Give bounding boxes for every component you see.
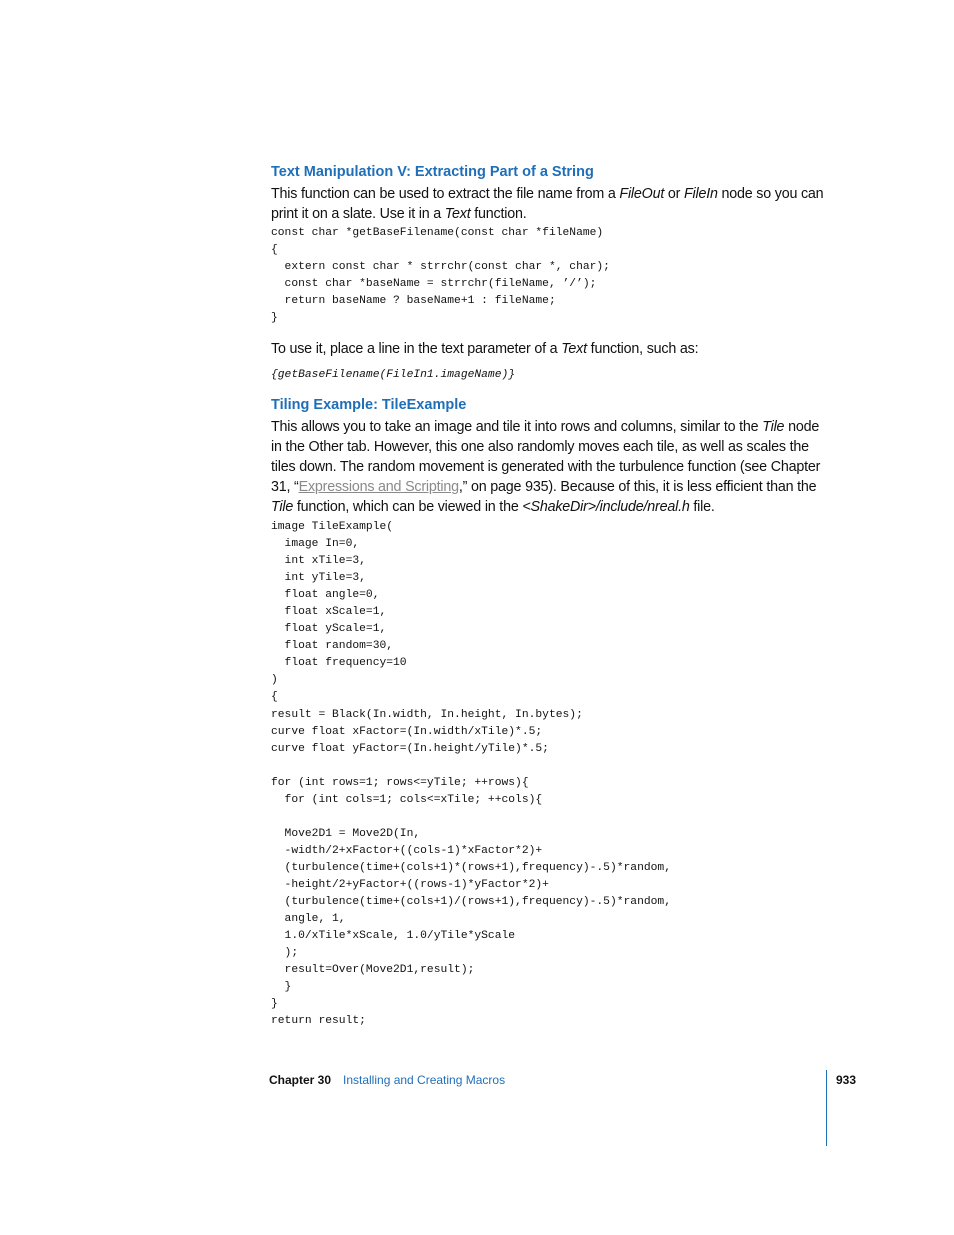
section-intro-paragraph (271, 184, 827, 224)
function-name-tile: Tile (271, 499, 294, 515)
usage-paragraph (271, 339, 827, 359)
function-name-text: Text (561, 341, 587, 357)
text-run: function. (470, 206, 527, 222)
text-run: To use it, place a line in the text parameter of a (271, 341, 562, 357)
text-run: ,” on page 935). Because of this, it is less efficient than the (458, 479, 817, 495)
section-heading-tiling-example: Tiling Example: TileExample (271, 397, 467, 413)
function-name-text: Text (444, 206, 471, 222)
section-heading-text-manipulation: Text Manipulation V: Extracting Part of a String (271, 164, 594, 180)
text-run: function, which can be viewed in the (293, 499, 523, 515)
code-block-tileexample: image TileExample( image In=0, int xTile=3, int yTile=3, float angle=0, float xScale=1, float yScale=1, float random=30, float frequency=10 ) { result = Black(In.width, In.height, In.bytes); curve float xFactor=(In.width/xTile)*.5; curve float yFactor=(In.height/yTile)*.5; for (int rows=1; rows<=yTile; ++rows){ for (int cols=1; cols<=xTile; ++cols){ Move2D1 = Move2D(In, -width/2+xFactor+((cols-1)*xFactor*2)+ (turbulence(time+(cols+1)*(rows+1),frequency)-.5)*random, -height/2+yFactor+((rows-1)*yFactor*2)+ (turbulence(time+(cols+1)/(rows+1),frequency)-.5)*random, angle, 1, 1.0/xTile*xScale, 1.0/yTile*yScale ); result=Over(Move2D1,result); } } return result; (271, 521, 671, 1028)
text-run: This allows you to take an image and tile it into rows and columns, similar to the (271, 419, 763, 435)
node-name-filein: FileIn (683, 186, 718, 202)
node-name-tile: Tile (762, 419, 785, 435)
text-run: or (664, 186, 684, 202)
text-run: node in the Other tab. However, this one also randomly moves each tile, as well as scales the tiles down. The random movement is generated with the turbulence function (see Chapter 31, “ (271, 419, 821, 495)
cross-reference-link[interactable]: Expressions and Scripting (298, 479, 459, 495)
text-run: file. (689, 499, 715, 515)
code-example-usage: {getBaseFilename(FileIn1.imageName)} (271, 369, 516, 381)
node-name-fileout: FileOut (619, 186, 665, 202)
footer-divider (826, 1070, 827, 1146)
code-block-getbasefilename: const char *getBaseFilename(const char *fileName) { extern const char * strrchr(const char *, char); const char *baseName = strrchr(fileName, ’/’); return baseName ? baseName+1 : fileName; } (271, 227, 610, 325)
footer-chapter-label: Chapter 30 (269, 1073, 332, 1087)
footer-chapter-title: Installing and Creating Macros (343, 1073, 506, 1087)
page-number: 933 (836, 1073, 857, 1087)
text-run: This function can be used to extract the file name from a (271, 186, 620, 202)
tiling-description-paragraph (271, 417, 827, 517)
file-path: <ShakeDir>/include/nreal.h (522, 499, 690, 515)
text-run: function, such as: (586, 341, 699, 357)
text-run: node so you can print it on a slate. Use it in a (271, 186, 824, 222)
